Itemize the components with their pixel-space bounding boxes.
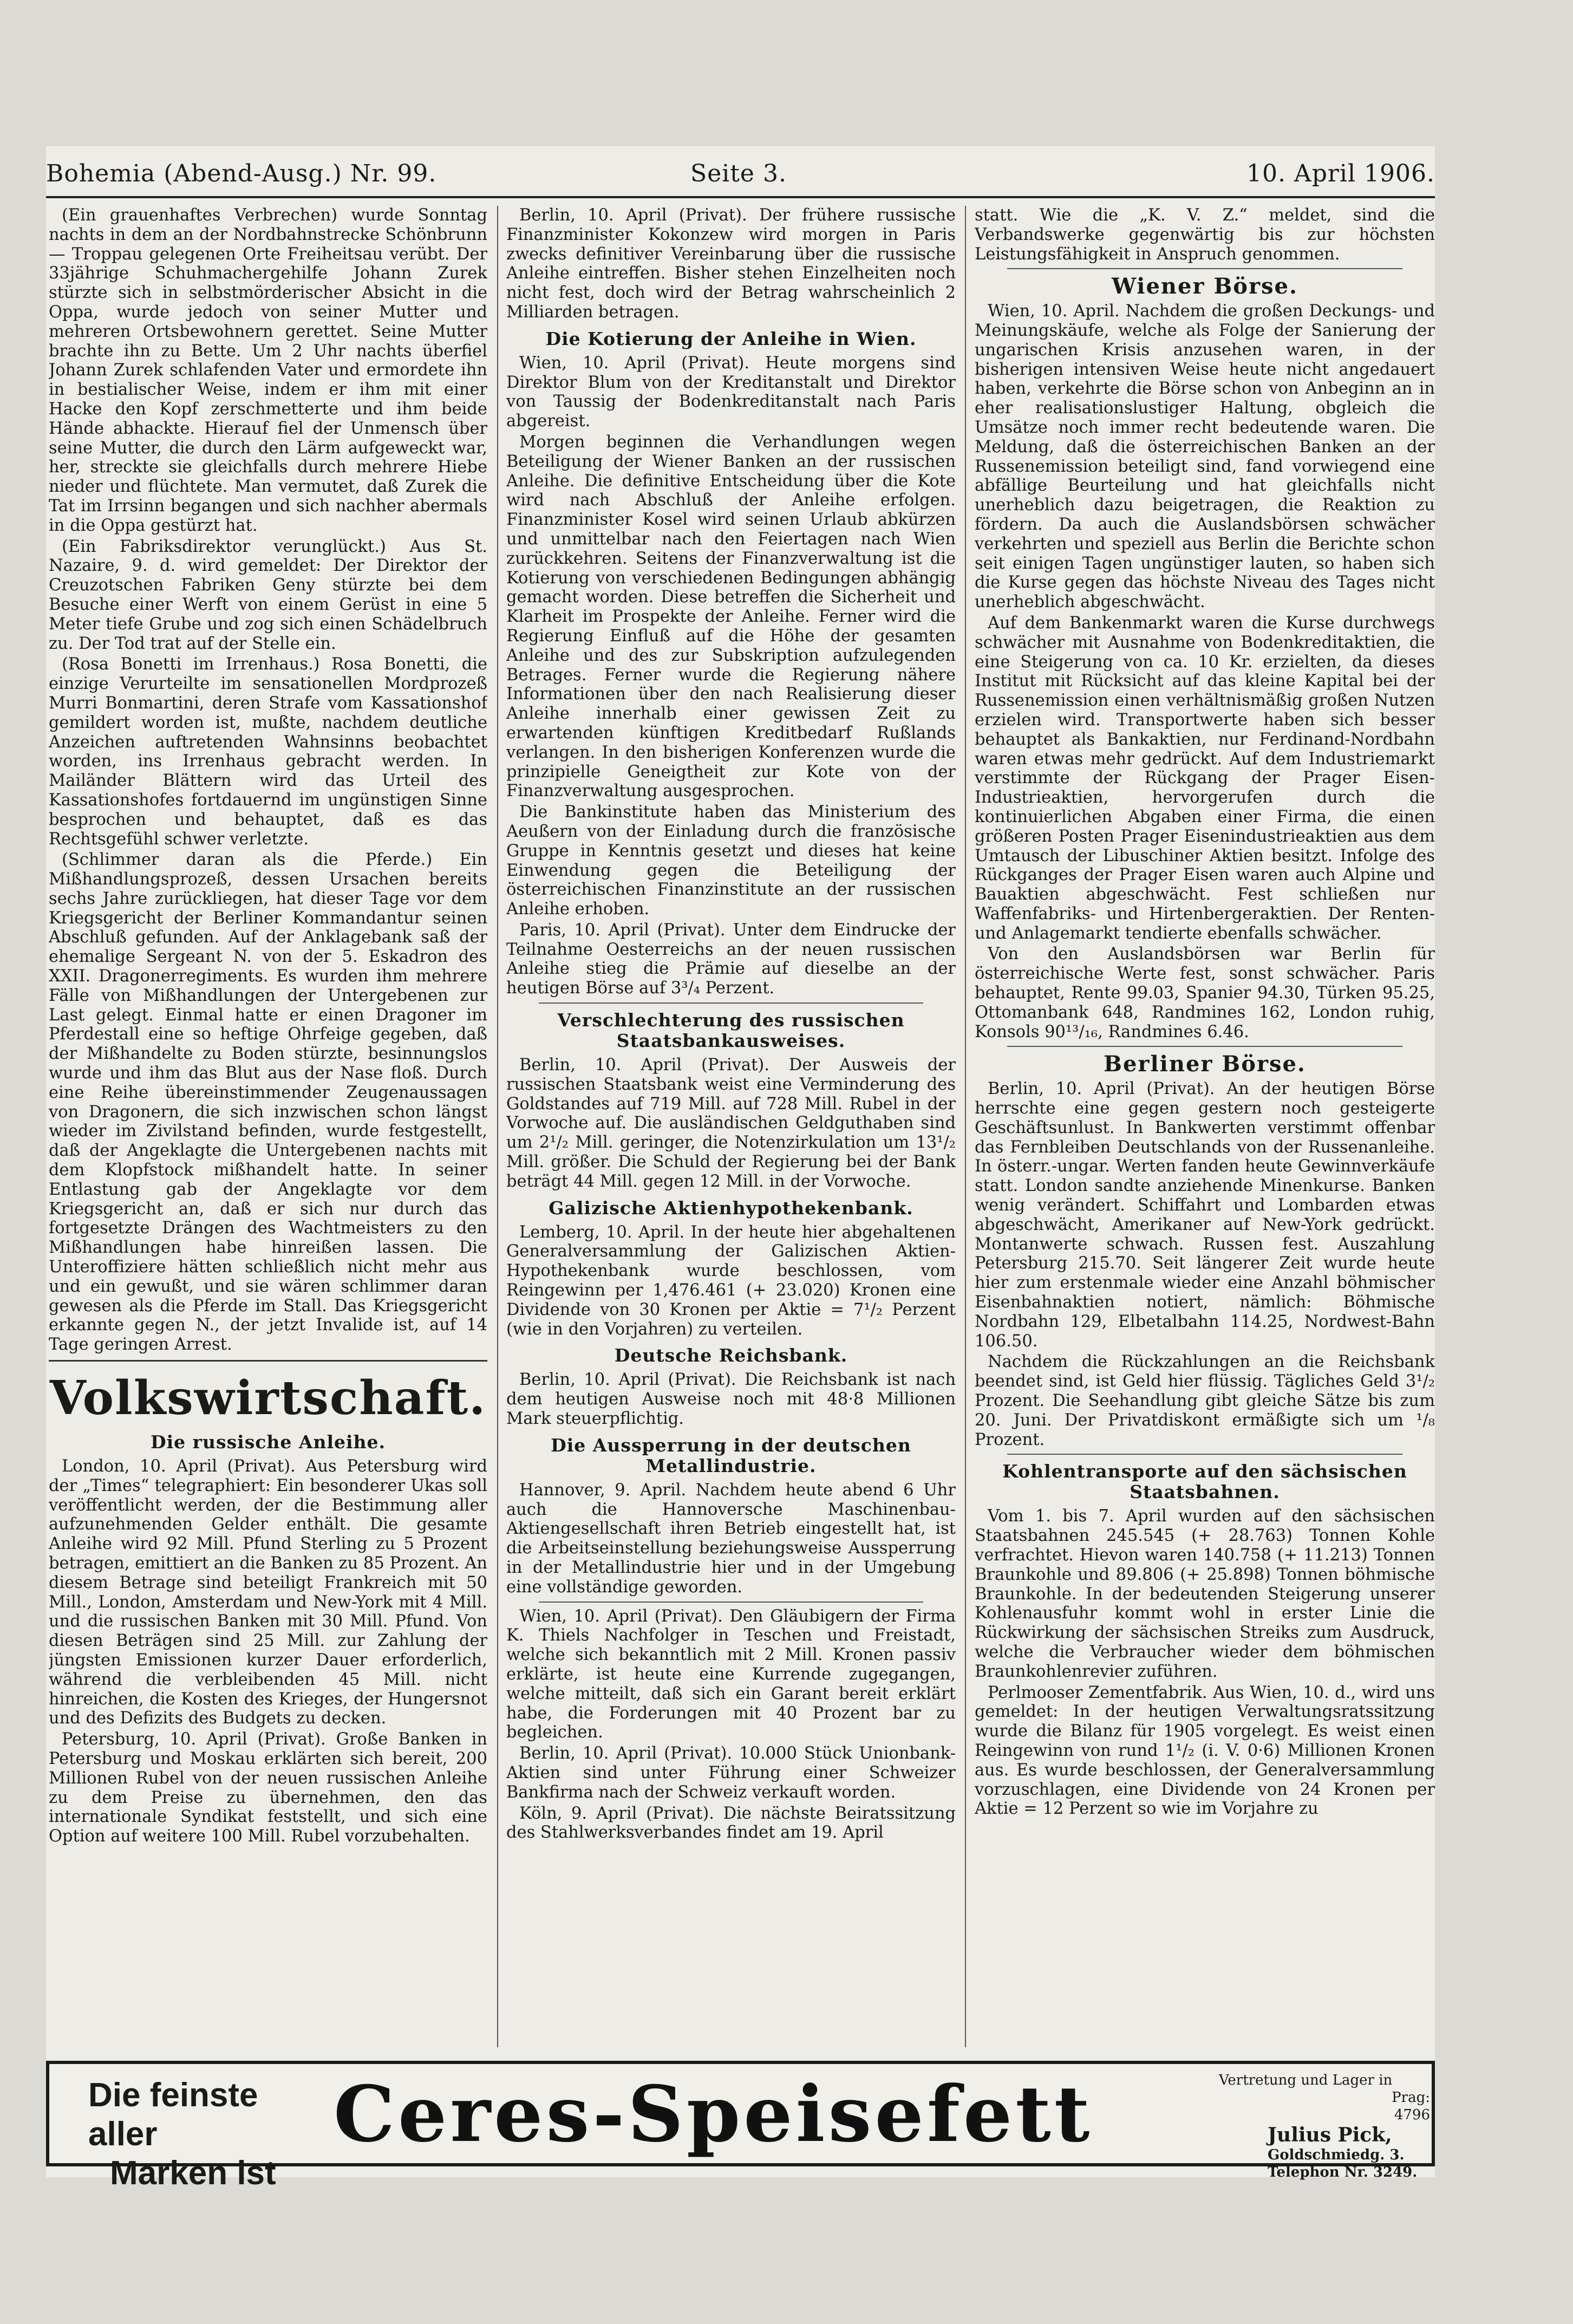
ad-brand-name: Ceres-Speisefett	[334, 2069, 1093, 2159]
divider	[1007, 268, 1402, 269]
column-2	[506, 206, 956, 2047]
article-lemberg: Lemberg, 10. April. In der heute hier abgehaltenen Generalversammlung der Galizischen Aktien-Hypothekenbank wurde beschlossen, vom Reingewinn per 1,476.461 (+ 23.020) Kronen eine Dividende von 30 Kronen per Aktie = 7¹/₂ Perzent (wie in den Vorjahren) zu verteilen.	[506, 1222, 956, 1339]
headline-aussperrung: Die Aussperrung in der deutschen Metallindustrie.	[551, 1434, 911, 1476]
article-schlimmer-als-pferde: (Schlimmer daran als die Pferde.) Ein Mißhandlungsprozeß, dessen Ursachen bereits sechs Jahre zurückliegen, hat dieser Tage vor dem Kriegsgericht der Berliner Kommandantur seinen Abschluß gefunden. Auf der Anklagebank saß der ehemalige Sergeant N. von der 5. Eskadron des XXII. Dragonerregiments. Es wurden ihm mehrere Fälle von Mißhandlungen der Untergebenen zur Last gelegt. Einmal hatte er einen Dragoner im Pferdestall eine so heftige Ohrfeige gegeben, daß der Mißhandelte zu Boden stürzte, besinnungslos wurde und ihm das Blut aus der Nase floß. Durch eine Reihe übereinstimmender Zeugenaussagen von Dragonern, die sich inzwischen schon längst wieder im Zivilstand befinden, wurde festgestellt, daß der Angeklagte die Untergebenen nachts mit dem Klopfstock mißhandelt hatte. In seiner Entlastung gab der Angeklagte vor dem Kriegsgericht an, daß er sich nur durch das fortgesetzte Drängen des Wachtmeisters zu den Mißhandlungen habe hinreißen lassen. Die Unteroffiziere hätten schließlich nicht mehr aus und ein gewußt, und sie wären schlimmer daran gewesen als die Pferde im Stall. Das Kriegsgericht erkannte gegen N., der jetzt Invalide ist, auf 14 Tage geringen Arrest.	[49, 850, 487, 1355]
page-header	[46, 160, 1435, 192]
article-reichsbank-geld: Nachdem die Rückzahlungen an die Reichsbank beendet sind, ist Geld hier flüssig. Tägliches Geld 3¹/₂ Prozent. Die Seehandlung gibt gleiche Sätze bis zum 20. Juni. Der Privatdiskont ermäßigte sich um ¹/₈ Prozent.	[975, 1352, 1435, 1449]
section-title-volkswirtschaft: Volkswirtschaft.	[49, 1371, 487, 1426]
headline-galizische-bank: Galizische Aktienhypothekenbank.	[549, 1197, 913, 1219]
article-berlin-boerse: Berlin, 10. April (Privat). An der heutigen Börse herrschte eine gegen gestern noch gesteigerte Geschäftsunlust. In Bankwerten verstimmt offenbar das Fernbleiben Deutschlands von der Russenanleihe. In österr.-ungar. Werten fanden heute Gewinnverkäufe statt. London sandte anziehende Minenkurse. Banken wenig verändert. Schiffahrt und Lombarden etwas abgeschwächt, Amerikaner auf New-York gedrückt. Montanwerte schwach. Russen fest. Auszahlung Petersburg 215.70. Seit längerer Zeit wurde heute hier zum erstenmale wieder eine Anzahl böhmischer Eisenbahnaktien notiert, nämlich: Böhmische Nordbahn 129, Elbetalbahn 114.25, Nordwest-Bahn 106.50.	[975, 1079, 1435, 1351]
ad-company-name: Julius Pick,	[1268, 2124, 1392, 2146]
article-verhandlungen: Morgen beginnen die Verhandlungen wegen Beteiligung der Wiener Banken an der russischen Anleihe. Die definitive Entscheidung über die Kote wird nach Abschluß der Anleihe erfolgen. Finanzminister Kosel wird seinen Urlaub abkürzen und unmittelbar nach den Feiertagen nach Wien zurückkehren. Seitens der Finanzverwaltung ist die Kotierung von verschiedenen Bedingungen abhängig gemacht worden. Diese betreffen die Sicherheit und Klarheit im Prospekte der Anleihe. Ferner wird die Regierung Einfluß auf die Höhe der gesamten Anleihe und des zur Subskription aufzulegenden Betrages. Ferner wurde die Regierung nähere Informationen über den nach Realisierung dieser Anleihe innerhalb einer gewissen Zeit zu erwartenden künftigen Kreditbedarf Rußlands verlangen. In den bisherigen Konferenzen wurde die prinzipielle Geneigtheit zur Kote von der Finanzverwaltung ausgesprochen.	[506, 432, 956, 801]
ad-vertretung: Vertretung und Lager in	[1219, 2072, 1393, 2088]
ad-tagline-line1: Die feinste aller	[88, 2076, 258, 2153]
headline-berliner-boerse: Berliner Börse.	[1104, 1051, 1306, 1077]
headline-staatsbankausweis: Verschlechterung des russischen Staatsbankausweises.	[557, 1010, 905, 1052]
article-koeln: Köln, 9. April (Privat). Die nächste Beiratssitzung des Stahlwerksverbandes findet am 19. April	[506, 1804, 956, 1843]
article-wien-direktoren: Wien, 10. April (Privat). Heute morgens sind Direktor Blum von der Kreditanstalt und Direktor von Taussig der Bodenkreditanstalt nach Paris abgereist.	[506, 353, 956, 431]
ad-tagline-line2: Marken ist	[110, 2154, 276, 2192]
article-unionbank: Berlin, 10. April (Privat). 10.000 Stück Unionbank-Aktien sind unter Führung einer Schweizer Bankfirma nach der Schweiz verkauft worden.	[506, 1744, 956, 1802]
section-divider	[49, 1360, 487, 1362]
divider	[1007, 1454, 1402, 1455]
article-fabriksdirektor: (Ein Fabriksdirektor verunglückt.) Aus St. Nazaire, 9. d. wird gemeldet: Der Direktor der Creuzotschen Fabriken Geny stürzte bei dem Besuche einer Werft von einem Gerüst in eine 5 Meter tiefe Grube und zog sich einen Schädelbruch zu. Der Tod trat auf der Stelle ein.	[49, 537, 487, 653]
headline-russische-anleihe: Die russische Anleihe.	[150, 1431, 386, 1453]
column-3	[975, 206, 1435, 2047]
article-bankenmarkt: Auf dem Bankenmarkt waren die Kurse durchwegs schwächer mit Ausnahme von Bodenkreditaktien, die eine Steigerung von ca. 10 Kr. erzielten, da dieses Institut mit Rücksicht auf das kleine Kapital bei der Russenemission einen verhältnismäßig großen Nutzen erzielen wird. Transportwerte haben sich besser behauptet als Bankaktien, nur Ferdinand-Nordbahn waren etwas mehr gedrückt. Auf dem Industriemarkt verstimmte der Rückgang der Prager Eisen-Industrieaktien, hervorgerufen durch die kontinuierlichen Abgaben einer Firma, die einen größeren Posten Prager Eisenindustrieaktien aus dem Umtausch der Libuschiner Aktien besitzt. Infolge des Rückganges der Prager Eisen waren auch Alpine und Bauaktien abgeschwächt. Fest schließen nur Waffenfabriks- und Hirtenbergeraktien. Der Renten- und Anlagemarkt tendierte ebenfalls schwächer.	[975, 613, 1435, 943]
header-page-number: Seite 3.	[690, 160, 787, 187]
ad-street: Goldschmiedg. 3.	[1268, 2147, 1405, 2163]
headline-kotierung: Die Kotierung der Anleihe in Wien.	[545, 328, 917, 349]
article-petersburg: Petersburg, 10. April (Privat). Große Banken in Petersburg und Moskau erklärten sich bereit, 200 Millionen Rubel von der neuen russischen Anleihe zu dem Preise zu übernehmen, den das internationale Syndikat feststellt, und sich eine Option auf weitere 100 Mill. Rubel vorzubehalten.	[49, 1730, 487, 1846]
headline-wiener-boerse: Wiener Börse.	[1112, 274, 1298, 300]
header-publication: Bohemia (Abend-Ausg.) Nr. 99.	[46, 160, 437, 187]
header-rule	[46, 196, 1435, 198]
article-wien-boerse: Wien, 10. April. Nachdem die großen Deckungs- und Meinungskäufe, welche als Folge der Sanierung der ungarischen Krisis anzusehen waren, in der bisherigen intensiven Weise heute nicht angedauert haben, verkehrte die Börse schon von Anbeginn an in eher realisationslustiger Haltung, obgleich die Umsätze noch immer recht bedeutende waren. Die Meldung, daß die österreichischen Banken an der Russenemission beteiligt sind, fand vorwiegend eine abfällige Beurteilung und hat gleichfalls nicht unerheblich dazu beigetragen, die Reaktion zu fördern. Da auch die Auslandsbörsen schwächer verkehrten und speziell aus Berlin die Berichte schon seit einigen Tagen ungünstiger lauten, so haben sich die Kurse gegen das höchste Niveau des Tages nicht unerheblich abgeschwächt.	[975, 302, 1435, 612]
article-continuation: statt. Wie die „K. V. Z.“ meldet, sind die Verbandswerke gegenwärtig bis zur höchsten Leistungsfähigkeit in Anspruch genommen.	[975, 206, 1435, 264]
article-perlmooser: Perlmooser Zementfabrik. Aus Wien, 10. d., wird uns gemeldet: In der heutigen Verwaltungsratssitzung wurde die Bilanz für 1905 vorgelegt. Es weist einen Reingewinn von rund 1¹/₂ (i. V. 0·6) Millionen Kronen aus. Es wurde beschlossen, der Generalversammlung vorzuschlagen, eine Dividende von 24 Kronen per Aktie = 12 Perzent so wie im Vorjahre zu	[975, 1683, 1435, 1819]
column-divider	[497, 206, 498, 2047]
article-berlin-kokonzew: Berlin, 10. April (Privat). Der frühere russische Finanzminister Kokonzew wird morgen in Paris zwecks definitiver Vereinbarung über die russische Anleihe eintreffen. Bisher stehen Einzelheiten noch nicht fest, doch wird der Betrag wahrscheinlich 2 Milliarden betragen.	[506, 206, 956, 322]
headline-kohlentransporte: Kohlentransporte auf den sächsischen Staatsbahnen.	[1002, 1461, 1407, 1503]
ad-city: Prag:	[1392, 2089, 1430, 2106]
article-bankinstitute: Die Bankinstitute haben das Ministerium des Aeußern von der Einladung durch die französische Gruppe in Kenntnis gesetzt und dieses hat keine Einwendung gegen die Beteiligung der österreichischen Finanzinstitute an der russischen Anleihe erhoben.	[506, 803, 956, 919]
article-rosa-bonetti: (Rosa Bonetti im Irrenhaus.) Rosa Bonetti, die einzige Verurteilte im sensationellen Mordprozeß Murri Bonmartini, deren Strafe vom Kassationshof gemildert worden ist, mußte, nachdem deutliche Anzeichen auftretenden Wahnsinns beobachtet worden, ins Irrenhaus gebracht werden. In Mailänder Blättern wird das Urteil des Kassationshofes fortdauernd im ungünstigen Sinne besprochen und behauptet, daß es das Rechtsgefühl schwer verletzte.	[49, 655, 487, 849]
article-staatsbank: Berlin, 10. April (Privat). Der Ausweis der russischen Staatsbank weist eine Verminderung des Goldstandes auf 719 Mill. auf 728 Mill. Rubel in der Vorwoche auf. Die ausländischen Geldguthaben sind um 2¹/₂ Mill. geringer, die Notenzirkulation um 13¹/₂ Mill. größer. Die Schuld der Regierung bei der Bank beträgt 44 Mill. gegen 12 Mill. in der Vorwoche.	[506, 1056, 956, 1191]
column-divider	[965, 206, 966, 2047]
headline-reichsbank: Deutsche Reichsbank.	[614, 1345, 848, 1366]
article-kohlentransporte: Vom 1. bis 7. April wurden auf den sächsischen Staatsbahnen 245.545 (+ 28.763) Tonnen Kohle verfrachtet. Hievon waren 140.758 (+ 11.213) Tonnen Braunkohle und 89.806 (+ 25.898) Tonnen böhmische Braunkohle. In der bedeutenden Steigerung unserer Kohlenausfuhr kommt wohl in erster Linie die Rückwirkung der sächsischen Streiks zum Ausdruck, welche die Verbraucher wieder dem böhmischen Braunkohlenrevier zuführen.	[975, 1507, 1435, 1681]
article-paris-praemie: Paris, 10. April (Privat). Unter dem Eindrucke der Teilnahme Oesterreichs an der neuen russischen Anleihe stieg die Prämie auf dieselbe an der heutigen Börse auf 3³/₄ Perzent.	[506, 920, 956, 998]
article-grauenhaftes-verbrechen: (Ein grauenhaftes Verbrechen) wurde Sonntag nachts in dem an der Nordbahnstrecke Schönbrunn— Troppau gelegenen Orte Freiheitsau verübt. Der 33jährige Schuhmachergehilfe Johann Zurek stürzte sich in selbstmörderischer Absicht in die Oppa, wurde jedoch von seiner Mutter und mehreren Ortsbewohnern gerettet. Seine Mutter brachte ihn zu Bette. Um 2 Uhr nachts überfiel Johann Zurek schlafenden Vater und ermordete ihn in bestialischer Weise, indem er ihm mit einer Hacke den Kopf zerschmetterte und ihm beide Hände abhackte. Hierauf fiel der Unmensch über seine Mutter, die durch den Lärm aufgeweckt war, her, streckte sie gleichfalls durch mehrere Hiebe nieder und flüchtete. Man vermutet, daß Zurek die Tat im Irrsinn begangen und sich nachher abermals in die Oppa gestürzt hat.	[49, 206, 487, 535]
article-london: London, 10. April (Privat). Aus Petersburg wird der „Times“ telegraphiert: Ein besonderer Ukas soll veröffentlicht werden, der die Bestimmung aller aufzunehmenden Gelder enthält. Die gesamte Anleihe wird 92 Mill. Pfund Sterling zu 5 Prozent betragen, emittiert an die Banken zu 85 Prozent. An diesem Betrage sind beteiligt Frankreich mit 50 Mill., London, Amsterdam und New-York mit 4 Mill. und die russischen Banken mit 30 Mill. Pfund. Von diesen Beträgen sind 25 Mill. zur Zahlung der jüngsten Emissionen kurzer Dauer erforderlich, während die verbleibenden 45 Mill. nicht hinreichen, die Kosten des Krieges, der Hungersnot und des Defizits des Budgets zu decken.	[49, 1457, 487, 1728]
article-auslandsboersen: Von den Auslandsbörsen war Berlin für österreichische Werte fest, sonst schwächer. Paris behauptet, Rente 99.03, Spanier 94.30, Türken 95.25, Ottomanbank 648, Randmines 162, London ruhig, Konsols 90¹³/₁₆, Randmines 6.46.	[975, 945, 1435, 1041]
article-hannover: Hannover, 9. April. Nachdem heute abend 6 Uhr auch die Hannoversche Maschinenbau-Aktiengesellschaft ihren Betrieb eingestellt hat, ist die Arbeitseinstellung beziehungsweise Aussperrung in der Metallindustrie hier und in der Umgebung eine vollständige geworden.	[506, 1480, 956, 1597]
header-date: 10. April 1906.	[1246, 160, 1435, 187]
column-1	[49, 206, 487, 2047]
ad-phone: Telephon Nr. 3249.	[1268, 2164, 1418, 2180]
advertisement-ceres	[46, 2061, 1435, 2192]
ad-tagline	[88, 2076, 327, 2193]
ad-number: 4796	[1394, 2107, 1430, 2123]
divider	[539, 1002, 923, 1004]
article-wien-thiels: Wien, 10. April (Privat). Den Gläubigern der Firma K. Thiels Nachfolger in Teschen und Freistadt, welche sich bekanntlich mit 2 Mill. Kronen passiv erklärte, ist heute eine Kurrende zugegangen, welche mitteilt, daß sich ein Garant bereit erklärt habe, die Forderungen mit 40 Prozent bar zu begleichen.	[506, 1606, 956, 1742]
divider	[1007, 1046, 1402, 1047]
ad-contact	[1219, 2072, 1446, 2181]
divider	[539, 1602, 923, 1603]
article-reichsbank: Berlin, 10. April (Privat). Die Reichsbank ist nach dem heutigen Ausweise noch mit 48·8 Millionen Mark steuerpflichtig.	[506, 1370, 956, 1429]
